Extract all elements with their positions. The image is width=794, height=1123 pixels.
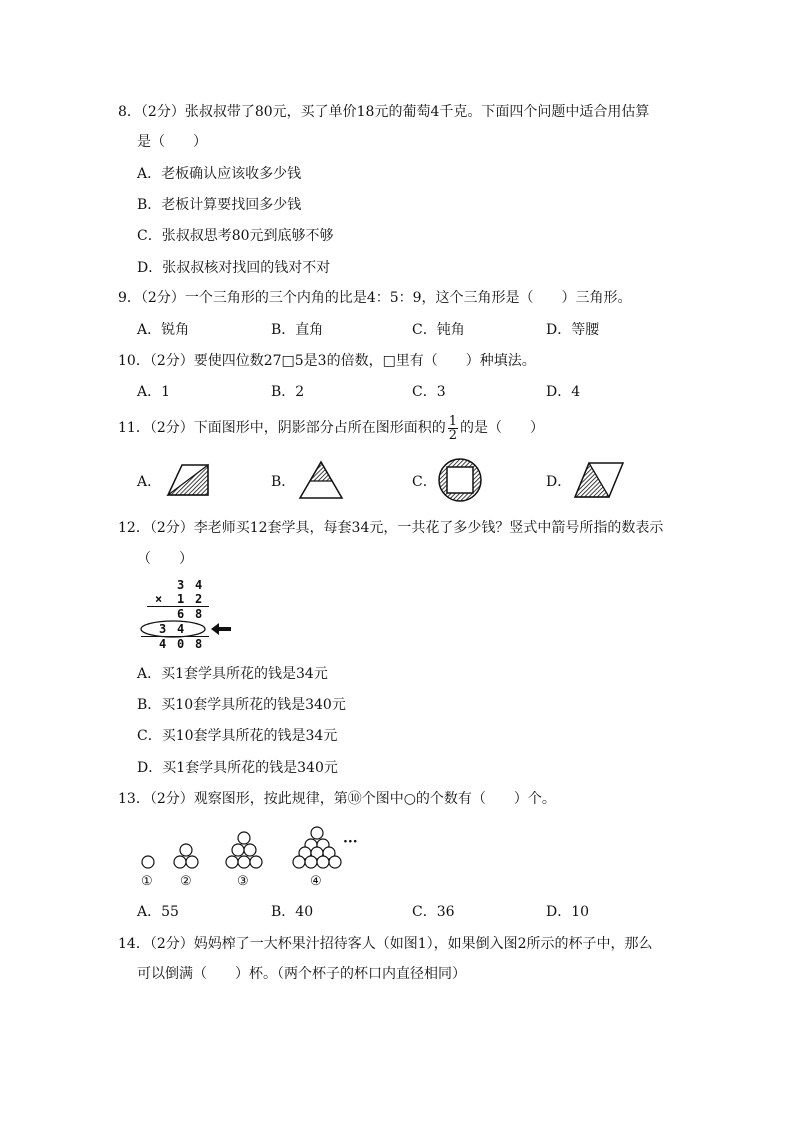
question-11-option-a: A． — [137, 474, 162, 490]
question-8-option-c: C．张叔叔思考80元到底够不够 — [137, 228, 334, 244]
figure-label-1: ① — [141, 874, 153, 889]
question-8-option-d: D．张叔叔核对找回的钱对不对 — [137, 260, 331, 276]
question-12-option-d: D．买1套学具所花的钱是340元 — [137, 760, 338, 776]
question-9-option-d: D．等腰 — [546, 322, 600, 338]
question-10-option-b: B．2 — [271, 384, 305, 400]
vertical-multiplication — [137, 578, 233, 650]
figure-d-parallelogram-shaded — [571, 459, 627, 501]
figure-b-triangle-shaded-top — [297, 459, 345, 501]
question-13-option-d: D．10 — [546, 904, 590, 920]
calc-digit: 2 — [195, 592, 203, 606]
question-12-text-line1: 12．（2分）李老师买12套学具，每套34元，一共花了多少钱？竖式中箭号所指的数表示 — [118, 520, 664, 536]
calc-digit: 3 — [159, 622, 167, 636]
figure-label-4: ④ — [310, 874, 322, 889]
figure-label-2: ② — [180, 874, 192, 889]
fraction-one-half — [448, 415, 458, 442]
multiply-sign: × — [155, 592, 163, 606]
question-12-option-c: C．买10套学具所花的钱是34元 — [137, 728, 338, 744]
question-14-text-line2: 可以倒满（ ）杯。（两个杯子的杯口内直径相同） — [137, 966, 466, 982]
question-13-option-c: C．36 — [412, 904, 455, 920]
question-8-option-b: B．老板计算要找回多少钱 — [137, 197, 302, 213]
question-13-option-a: A．55 — [137, 904, 179, 920]
fraction-numerator: 1 — [448, 413, 458, 429]
calc-digit: 1 — [177, 592, 185, 606]
question-10-option-c: C．3 — [412, 384, 446, 400]
question-8-text-line2: 是（ ） — [137, 134, 207, 150]
question-12-option-b: B．买10套学具所花的钱是340元 — [137, 697, 346, 713]
question-13-text: 13．（2分）观察图形，按此规律，第⑩个图中○的个数有（ ）个。 — [118, 791, 556, 807]
question-10-option-a: A．1 — [137, 384, 171, 400]
calc-digit: 0 — [177, 637, 185, 651]
question-9-option-c: C．钝角 — [412, 322, 465, 338]
question-10-option-d: D．4 — [546, 384, 581, 400]
figure-a-trapezoid-shaded — [162, 461, 210, 499]
calc-digit: 3 — [177, 578, 185, 592]
question-11-option-c: C． — [412, 474, 437, 490]
calc-digit: 4 — [159, 637, 167, 651]
question-11-text-after: 的是（ ） — [460, 420, 545, 436]
question-14-text-line1: 14．（2分）妈妈榨了一大杯果汁招待客人（如图1），如果倒入图2所示的杯子中，那么 — [118, 936, 653, 952]
question-12-text-line2: （ ） — [137, 551, 193, 567]
question-11-text — [118, 413, 544, 443]
calc-digit: 4 — [195, 578, 203, 592]
figure-label-3: ③ — [237, 874, 249, 889]
question-13-option-b: B．40 — [271, 904, 314, 920]
question-11-option-d: D． — [546, 474, 572, 490]
question-11-text-before: 11．（2分）下面图形中，阴影部分占所在图形面积的 — [118, 420, 446, 436]
circle-pattern-figure — [137, 826, 363, 892]
question-11-option-b: B． — [271, 474, 296, 490]
fraction-denominator: 2 — [448, 427, 458, 443]
question-12-option-a: A．买1套学具所花的钱是34元 — [137, 666, 328, 682]
calc-digit: 8 — [195, 637, 203, 651]
question-8-text-line1: 8．（2分）张叔叔带了80元，买了单价18元的葡萄4千克。下面四个问题中适合用估算 — [118, 104, 650, 120]
calc-digit: 8 — [195, 607, 203, 621]
pattern-ellipsis: ··· — [343, 834, 358, 850]
calc-digit: 6 — [177, 607, 185, 621]
question-10-text: 10．（2分）要使四位数27□5是3的倍数，□里有（ ）种填法。 — [118, 353, 536, 369]
question-8-option-a: A．老板确认应该收多少钱 — [137, 166, 302, 182]
calc-digit: 4 — [177, 622, 185, 636]
question-9-option-a: A．锐角 — [137, 322, 190, 338]
question-9-text: 9．（2分）一个三角形的三个内角的比是4：5：9，这个三角形是（ ）三角形。 — [118, 290, 632, 306]
figure-c-circle-with-square — [436, 457, 484, 503]
question-9-option-b: B．直角 — [271, 322, 324, 338]
